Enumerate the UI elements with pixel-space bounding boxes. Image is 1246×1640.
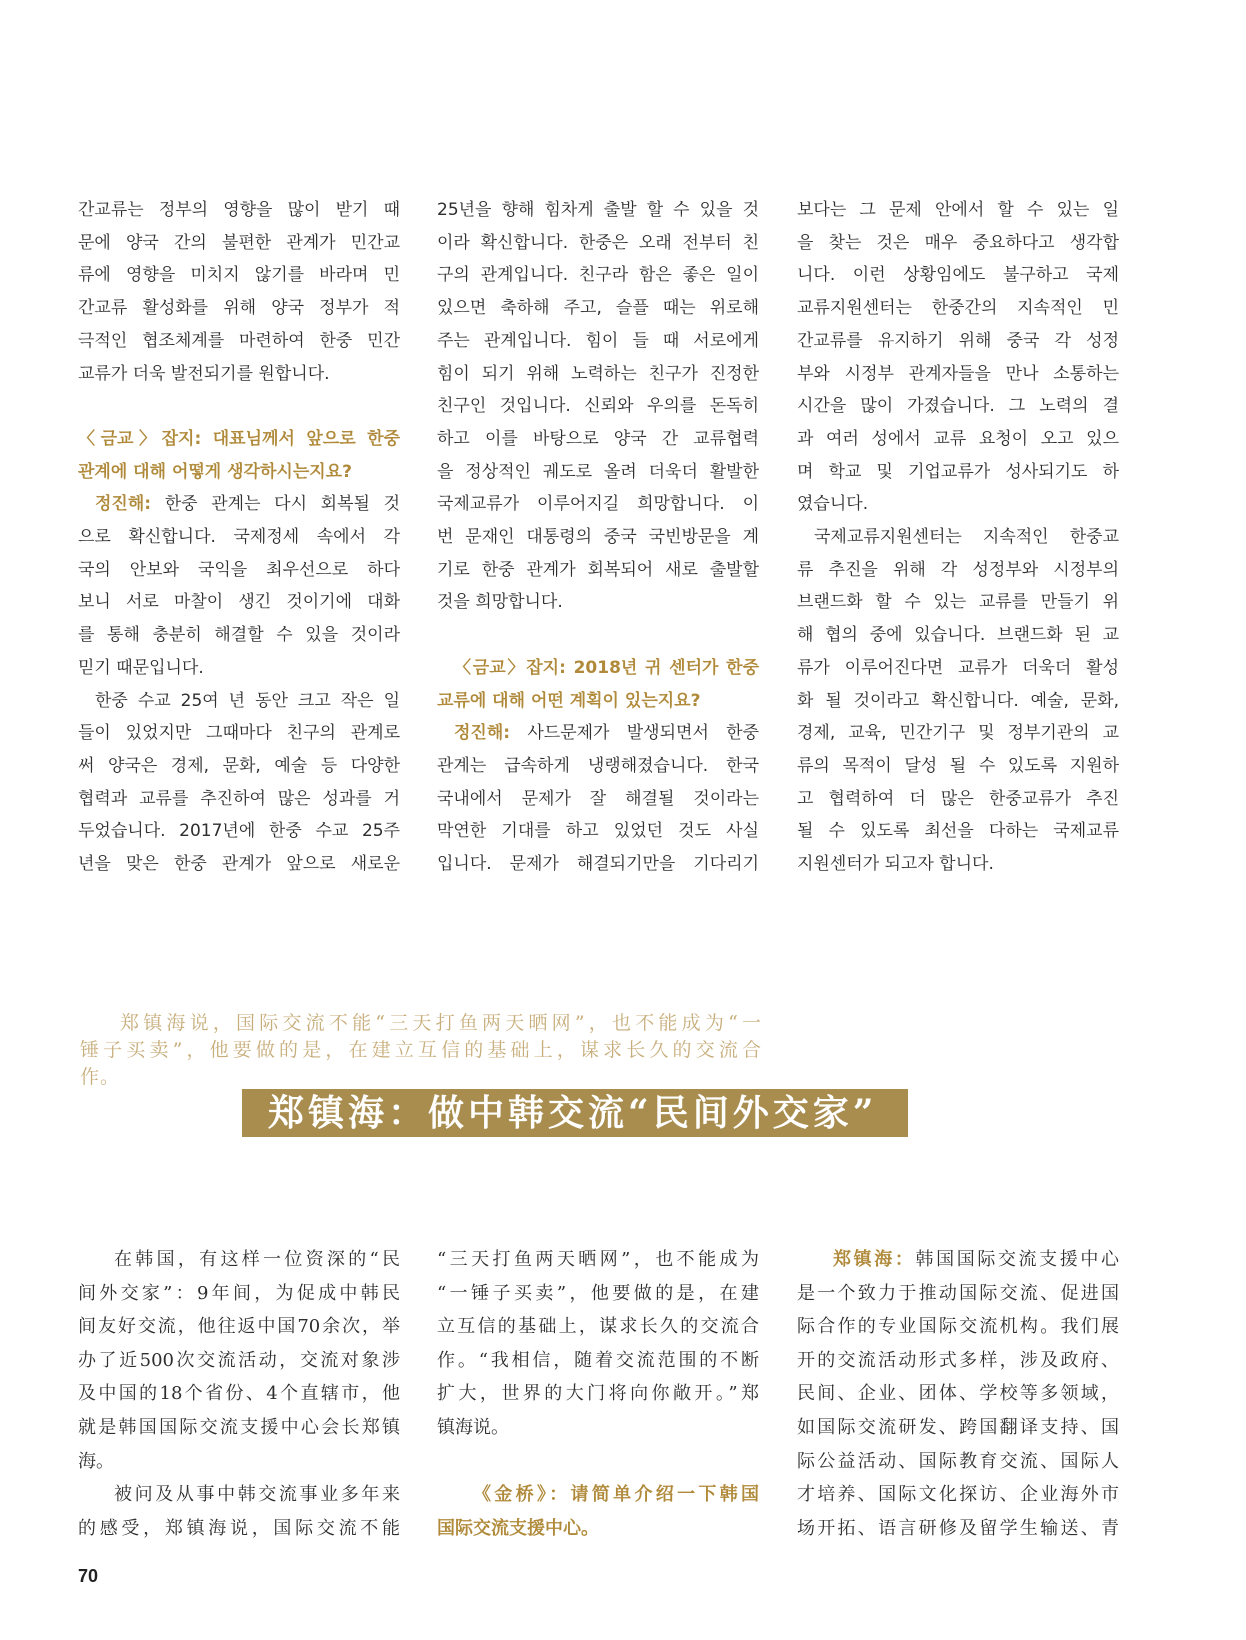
paragraph: 보다는 그 문제 안에서 할 수 있는 일 을 찾는 것은 매우 중요하다고 생각합 니다. 이런 상황임에도 불구하고 국제 교류지원센터는 한중간의 지속적인 민 간교류를 유지하기 위해 중국 각 성정 부와 시정부 관계자들을 만나 소통하는 시간을 많이 가졌습니다. 그 노력의 결 과 여러 성에서 교류 요청이 오고 있으 며 학교 및 기업교류가 성사되기도 하 였습니다. — [797, 200, 1119, 515]
page-number: 70 — [78, 1566, 99, 1586]
chinese-column-2 — [437, 1243, 759, 1545]
speaker-label: 郑镇海： — [833, 1249, 916, 1270]
paragraph: 在韩国，有这样一位资深的“民 间外交家”：9年间，为促成中韩民 间友好交流，他往返中国70余次，举 办了近500次交流活动，交流对象涉 及中国的18个省份、4个直辖市，他 就是韩国国际交流支援中心会长郑镇 海。 — [78, 1249, 400, 1472]
paragraph: 간교류는 정부의 영향을 많이 받기 때 문에 양국 간의 불편한 관계가 민간교 류에 영향을 미치지 않기를 바라며 민 간교류 활성화를 위해 양국 정부가 적 극적인 협조체계를 마련하여 한중 민간 교류가 더욱 발전되기를 원합니다. — [78, 200, 400, 384]
paragraph: 25년을 향해 힘차게 출발 할 수 있을 것 이라 확신합니다. 한중은 오래 전부터 친 구의 관계입니다. 친구라 함은 좋은 일이 있으면 축하해 주고, 슬플 때는 위로해 주는 관계입니다. 힘이 들 때 서로에게 힘이 되기 위해 노력하는 친구가 진정한 친구인 것입니다. 신뢰와 우의를 돈독히 하고 이를 바탕으로 양국 간 교류협력 을 정상적인 궤도로 올려 더욱더 활발한 국제교류가 이루어지길 희망합니다. 이 번 문재인 대통령의 중국 국빈방문을 계 기로 한중 관계가 회복되어 새로 출발할 것을 희망합니다. — [437, 200, 759, 613]
speaker-label: 정진해: — [454, 723, 511, 744]
paragraph: 한중 수교 25여 년 동안 크고 작은 일 들이 있었지만 그때마다 친구의 관계로 써 양국은 경제, 문화, 예술 등 다양한 협력과 교류를 추진하여 많은 성과를 거 두었습니다. 2017년에 한중 수교 25주 년을 맞은 한중 관계가 앞으로 새로운 — [78, 690, 400, 875]
paragraph: 被问及从事中韩交流事业多年来 的感受，郑镇海说，国际交流不能 — [78, 1484, 400, 1539]
article-intro: 郑镇海说，国际交流不能“三天打鱼两天晒网”，也不能成为“一 锤子买卖”，他要做的是，在建立互信的基础上，谋求长久的交流合 作。 — [80, 1012, 762, 1088]
paragraph: “三天打鱼两天晒网”，也不能成为 “一锤子买卖”，他要做的是，在建 立互信的基础上，谋求长久的交流合 作。“我相信，随着交流范围的不断 扩大，世界的大门将向你敞开。”郑 镇海说。 — [437, 1249, 759, 1438]
korean-column-3 — [797, 194, 1119, 881]
korean-column-1 — [78, 194, 400, 881]
korean-column-2 — [437, 194, 759, 881]
interview-answer: 정진해: 한중 관계는 다시 회복될 것 으로 확신합니다. 국제정세 속에서 각 국의 안보와 국익을 최우선으로 하다 보니 서로 마찰이 생긴 것이기에 대화 를 통해 충분히 해결할 수 있을 것이라 믿기 때문입니다. — [78, 494, 400, 678]
interview-answer: 정진해: 사드문제가 발생되면서 한중 관계는 급속하게 냉랭해졌습니다. 한국 국내에서 문제가 잘 해결될 것이라는 막연한 기대를 하고 있었던 것도 사실 입니다. 문제가 해결되기만을 기다리기 — [437, 723, 759, 875]
chinese-column-3 — [797, 1243, 1119, 1545]
interview-answer: 郑镇海：韩国国际交流支援中心 是一个致力于推动国际交流、促进国 际合作的专业国际交流机构。我们展 开的交流活动形式多样，涉及政府、 民间、企业、团体、学校等多领域， 如国际交流研发、跨国翻译支持、国 际公益活动、国际教育交流、国际人 才培养、国际文化探访、企业海外市 场开拓、语言研修及留学生输送、青 — [797, 1249, 1120, 1539]
speaker-label: 정진해: — [95, 494, 152, 515]
paragraph: 국제교류지원센터는 지속적인 한중교 류 추진을 위해 각 성정부와 시정부의 브랜드화 할 수 있는 교류를 만들기 위 해 협의 중에 있습니다. 브랜드화 된 교 류가 이루어진다면 교류가 더욱더 활성 화 될 것이라고 확신합니다. 예술, 문화, 경제, 교육, 민간기구 및 정부기관의 교 류의 목적이 달성 될 수 있도록 지원하 고 협력하여 더 많은 한중교류가 추진 될 수 있도록 최선을 다하는 국제교류 지원센터가 되고자 합니다. — [797, 527, 1119, 875]
interview-question: 〈금교〉잡지: 대표님께서 앞으로 한중 관계에 대해 어떻게 생각하시는지요? — [78, 428, 400, 482]
interview-question: 《金桥》：请简单介绍一下韩国 国际交流支援中心。 — [437, 1484, 759, 1539]
interview-question: 〈금교〉잡지: 2018년 귀 센터가 한중 교류에 대해 어떤 계획이 있는지요? — [437, 657, 759, 711]
article-headline: 郑镇海：做中韩交流“民间外交家” — [242, 1089, 908, 1137]
chinese-column-1 — [78, 1243, 400, 1545]
